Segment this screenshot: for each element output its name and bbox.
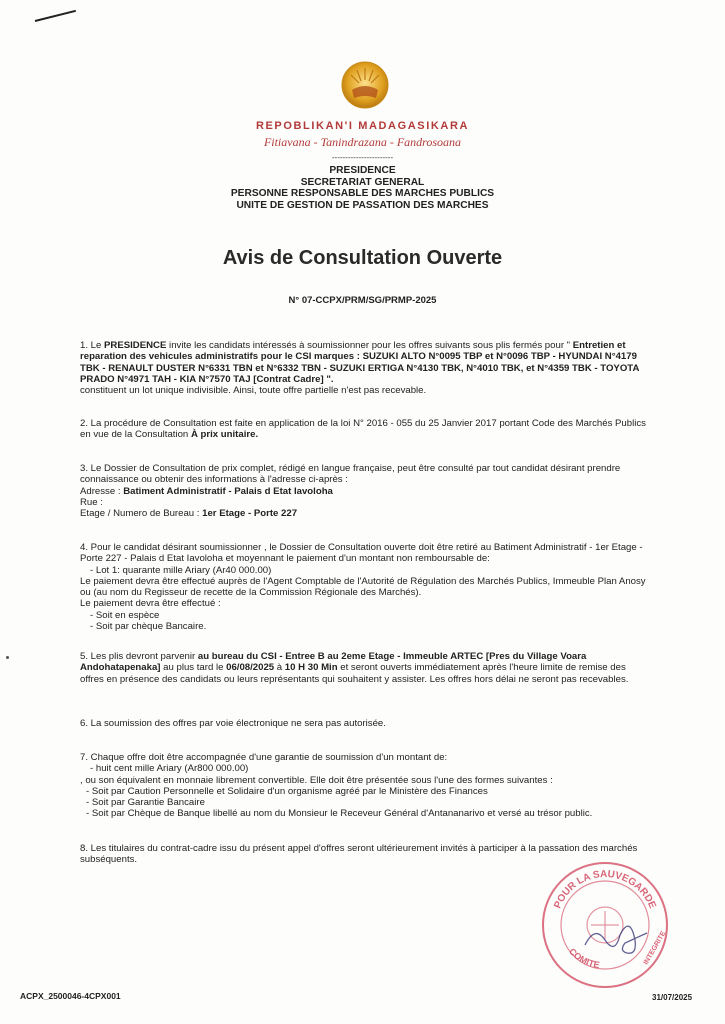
footer-code: ACPX_2500046-4CPX001 <box>20 991 121 1001</box>
separator: ----------------------- <box>331 153 394 162</box>
s7-text: 7. Chaque offre doit être accompagnée d'une garantie de soumission d'un montant de: <box>80 752 448 763</box>
signature <box>575 905 655 965</box>
national-emblem-icon <box>340 60 390 110</box>
s3-text: 3. Le Dossier de Consultation de prix complet, rédigé en langue française, peut être consulté par tout candidat désirant prendre connaissance ou obtenir des informations à l'adresse ci-après : <box>80 463 621 486</box>
organization-header <box>0 165 725 211</box>
s4-lot-fee: - Lot 1: quarante mille Ariary (Ar40 000.00) <box>90 564 272 576</box>
stamp-text-top: POUR LA SAUVEGARDE <box>552 868 658 911</box>
s7-amount: - huit cent mille Ariary (Ar800 000.00) <box>90 763 249 775</box>
s5-opening-text: et seront ouverts immédiatement après l'heure limite de remise des offres en présence des candidats ou leurs représentants qui souhaitent y assister. Les offres hors délai ne seront pas recevables. <box>80 662 629 685</box>
s1-entity: PRESIDENCE <box>104 340 167 351</box>
section-3 <box>80 463 648 519</box>
stamp-text-bottom: COMITE <box>567 946 601 971</box>
scan-mark <box>35 10 76 22</box>
reference-number: N° 07-CCPX/PRM/SG/PRMP-2025 <box>288 295 437 306</box>
s5-deadline-time: 10 H 30 Min <box>284 662 338 674</box>
s7-form-bank: - Soit par Garantie Bancaire <box>86 797 205 809</box>
s2-text: 2. La procédure de Consultation est faite en application de la loi N° 2016 - 055 du 25 Janvier 2017 portant Code des Marchés Publics en vue de la Consultation <box>80 418 646 441</box>
org-line: SECRETARIAT GENERAL <box>300 176 425 188</box>
s1-invite: invite les candidats intéressés à soumissionner pour les offres suivants sous plis fermés pour " <box>166 340 571 351</box>
s1-lot-note: constituent un lot unique indivisible. Ainsi, toute offre partielle n'est pas recevable. <box>80 385 427 397</box>
s5-at: à <box>274 662 285 674</box>
s7-form-check: - Soit par Chèque de Banque libellé au nom du Monsieur le Receveur Général d'Antananarivo et versé au trésor public. <box>86 808 593 820</box>
section-5 <box>80 651 648 685</box>
org-line: PRESIDENCE <box>329 165 396 176</box>
document-title: Avis de Consultation Ouverte <box>222 247 503 269</box>
s7-form-caution: - Soit par Caution Personnelle et Solidaire d'un organisme agréé par le Ministère des Finances <box>86 785 488 797</box>
s5-deadline-label: au plus tard le <box>160 662 227 674</box>
section-1 <box>80 340 648 396</box>
s1-object: Entretien et reparation des vehicules administratifs pour le CSI marques : SUZUKI ALTO N°0095 TBP et N°0096 TBP - HYUNDAI N°4179 TBK - RENAULT DUSTER N°6331 TBN et N°6332 TBN - SUZUKI ERTIGA N°4130 TBK, N°4010 TBK, et N°4359 TBK - TOYOTA PRADO N°4971 TAH - KIA N°7570 TAJ [Contrat Cadre] ". <box>80 340 640 385</box>
s4-payment-place: Le paiement devra être effectué auprès de l'Agent Comptable de l'Autorité de Régulation des Marchés Publics, Immeuble Plan Anosy ou (au nom du Regisseur de recette de la Commission Régionale des Marchés). <box>80 575 646 599</box>
stamp-text-right: INTEGRITE <box>642 930 668 966</box>
footer-date: 31/07/2025 <box>652 993 693 1002</box>
s6-text: 6. La soumission des offres par voie électronique ne sera pas autorisée. <box>80 718 386 729</box>
s8-text: 8. Les titulaires du contrat-cadre issu du présent appel d'offres seront ultérieurement invités à participer à la passation des marchés subséquents. <box>80 843 638 866</box>
s3-address-value: Batiment Administratif - Palais d Etat Iavoloha <box>123 485 333 497</box>
s4-text: 4. Pour le candidat désirant soumissionner , le Dossier de Consultation ouverte doit être retiré au Batiment Administratif - 1er Etage - Porte 227 - Palais d Etat Iavoloha et moyennant le paiement d'un montant non remboursable de: <box>80 542 643 565</box>
section-6 <box>80 718 648 729</box>
s3-floor-value: 1er Etage - Porte 227 <box>202 508 298 520</box>
s3-address-label: Adresse : <box>80 485 124 497</box>
s7-forms-label: , ou son équivalent en monnaie librement convertible. Elle doit être présentée sous l'une des formes suivantes : <box>80 774 553 786</box>
scan-dot <box>6 656 9 659</box>
s5-intro: 5. Les plis devront parvenir <box>80 651 198 662</box>
s1-intro: 1. Le <box>80 340 105 351</box>
s5-deadline-date: 06/08/2025 <box>226 662 275 674</box>
org-line: UNITE DE GESTION DE PASSATION DES MARCHES <box>236 199 489 211</box>
section-7 <box>80 752 648 820</box>
s5-location: au bureau du CSI - Entree B au 2eme Etage - Immeuble ARTEC [Pres du Village Voara Andohatapenaka] <box>80 651 587 674</box>
s4-payment-modes-label: Le paiement devra être effectué : <box>80 598 221 610</box>
section-2 <box>80 418 648 441</box>
s3-floor-label: Etage / Numero de Bureau : <box>80 508 203 520</box>
republic-motto: Fitiavana - Tanindrazana - Fandrosoana <box>263 135 462 149</box>
republic-name: REPOBLIKAN'I MADAGASIKARA <box>255 120 470 132</box>
s4-payment-check: - Soit par chèque Bancaire. <box>90 621 207 633</box>
org-line: PERSONNE RESPONSABLE DES MARCHES PUBLICS <box>230 188 495 199</box>
s3-street: Rue : <box>80 496 103 508</box>
s2-price-mode: À prix unitaire. <box>190 429 259 441</box>
section-4 <box>80 542 648 632</box>
s4-payment-cash: - Soit en espèce <box>90 609 160 621</box>
